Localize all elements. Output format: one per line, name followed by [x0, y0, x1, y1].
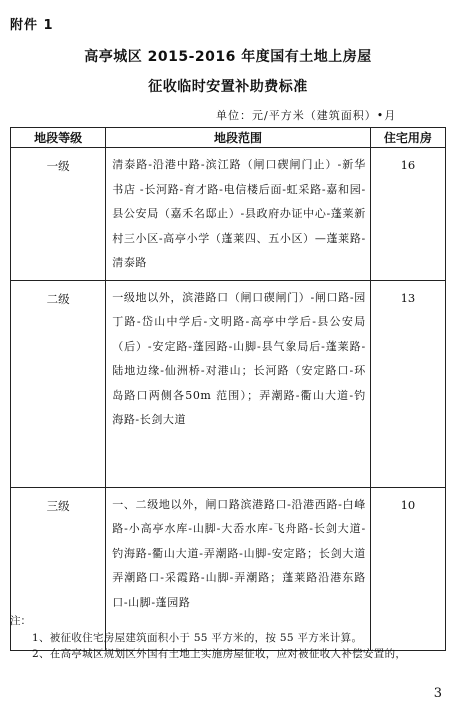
page-number: 3: [433, 686, 442, 701]
price-cell: 10: [370, 487, 445, 650]
unit-text: 单位：元/平方米（建筑面积）•月: [216, 109, 397, 122]
table-header-row: [11, 128, 446, 148]
attachment-label: 附件 1: [10, 18, 54, 33]
range-cell: 一、二级地以外，闸口路滨港路口-沿港西路-白峰路-小高亭水库-山脚-大岙水库-飞舟路-长剑大道-钓海路-衢山大道-弄潮路-山脚-安定路；长剑大道弄潮路口-采霞路-山脚-弄潮路；蓬莱路沿港东路口-山脚-蓬园路: [106, 487, 371, 650]
level-cell: 三级: [11, 487, 106, 650]
document-title-line-1: 高亭城区 2015-2016 年度国有土地上房屋: [84, 49, 372, 65]
table-row: [11, 487, 446, 650]
table-row: [11, 280, 446, 487]
level-cell: 二级: [11, 280, 106, 487]
subsidy-table: [10, 127, 446, 651]
header-level: 地段等级: [11, 128, 106, 148]
note-item: 2、在高亭城区规划区外国有土地上实施房屋征收，应对被征收人补偿安置的，: [32, 648, 407, 660]
document-title-line-2: 征收临时安置补助费标准: [148, 79, 308, 95]
level-cell: 一级: [11, 148, 106, 281]
range-cell: 清泰路-沿港中路-滨江路（闸口碶闸门止）-新华书店 -长河路-育才路-电信楼后面-虹采路-嘉和园-县公安局（嘉禾名邸止）-县政府办证中心-蓬莱新村三小区-高亭小学（蓬莱四、五小区）—蓬莱路-清泰路: [106, 148, 371, 281]
range-cell: 一级地以外，滨港路口（闸口碶闸门）-闸口路-园丁路-岱山中学后-文明路-高亭中学后-县公安局（后）-安定路-蓬园路-山脚-县气象局后-蓬莱路-陆地边缘-仙洲桥-对港山；长河路（安定路口-环岛路口两侧各50m 范围）；弄潮路-衢山大道-钓海路-长剑大道: [106, 280, 371, 487]
price-cell: 16: [370, 148, 445, 281]
notes-label: 注：: [10, 615, 31, 627]
note-item: 1、被征收住宅房屋建筑面积小于 55 平方米的，按 55 平方米计算。: [32, 632, 363, 644]
price-cell: 13: [370, 280, 445, 487]
table-row: [11, 148, 446, 281]
header-range: 地段范围: [106, 128, 371, 148]
header-residential: 住宅用房: [370, 128, 445, 148]
